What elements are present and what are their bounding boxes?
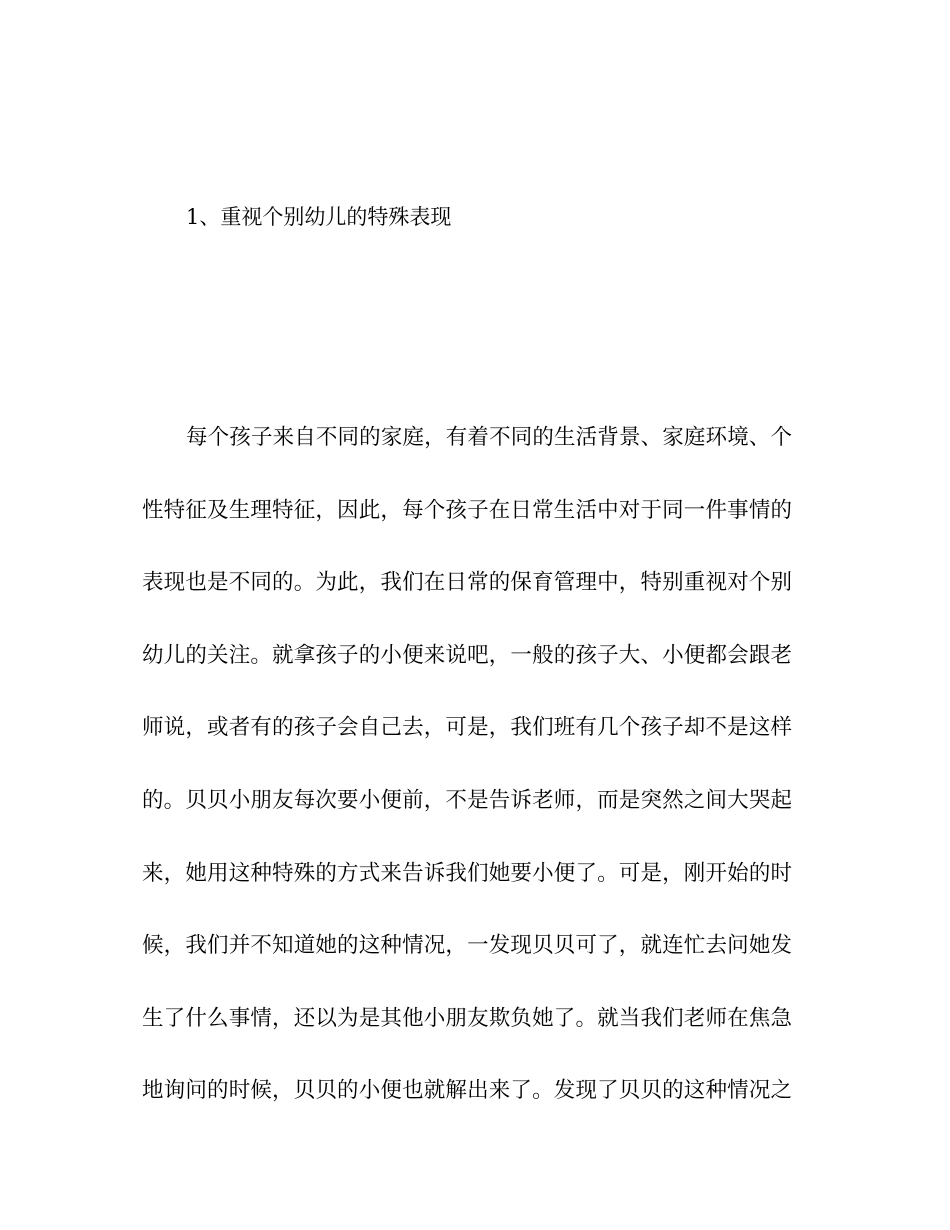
paragraph-line-4: 幼儿的关注。就拿孩子的小便来说吧，一般的孩子大、小便都会跟老 xyxy=(142,642,792,668)
body-paragraph xyxy=(142,420,802,1146)
paragraph-line-9: 生了什么事情，还以为是其他小朋友欺负她了。就当我们老师在焦急 xyxy=(142,1005,792,1031)
paragraph-line-6: 的。贝贝小朋友每次要小便前，不是告诉老师，而是突然之间大哭起 xyxy=(142,787,792,813)
paragraph-line-7: 来，她用这种特殊的方式来告诉我们她要小便了。可是，刚开始的时 xyxy=(142,860,792,886)
section-heading: 1、重视个别幼儿的特殊表现 xyxy=(186,205,452,229)
paragraph-line-5: 师说，或者有的孩子会自己去，可是，我们班有几个孩子却不是这样 xyxy=(142,715,792,741)
paragraph-line-2: 性特征及生理特征，因此，每个孩子在日常生活中对于同一件事情的 xyxy=(142,497,792,523)
paragraph-line-3: 表现也是不同的。为此，我们在日常的保育管理中，特别重视对个别 xyxy=(142,570,792,596)
paragraph-line-8: 候，我们并不知道她的这种情况，一发现贝贝可了，就连忙去问她发 xyxy=(142,933,792,959)
paragraph-line-10: 地询问的时候，贝贝的小便也就解出来了。发现了贝贝的这种情况之 xyxy=(142,1078,792,1104)
paragraph-line-1: 每个孩子来自不同的家庭，有着不同的生活背景、家庭环境、个 xyxy=(186,425,792,450)
